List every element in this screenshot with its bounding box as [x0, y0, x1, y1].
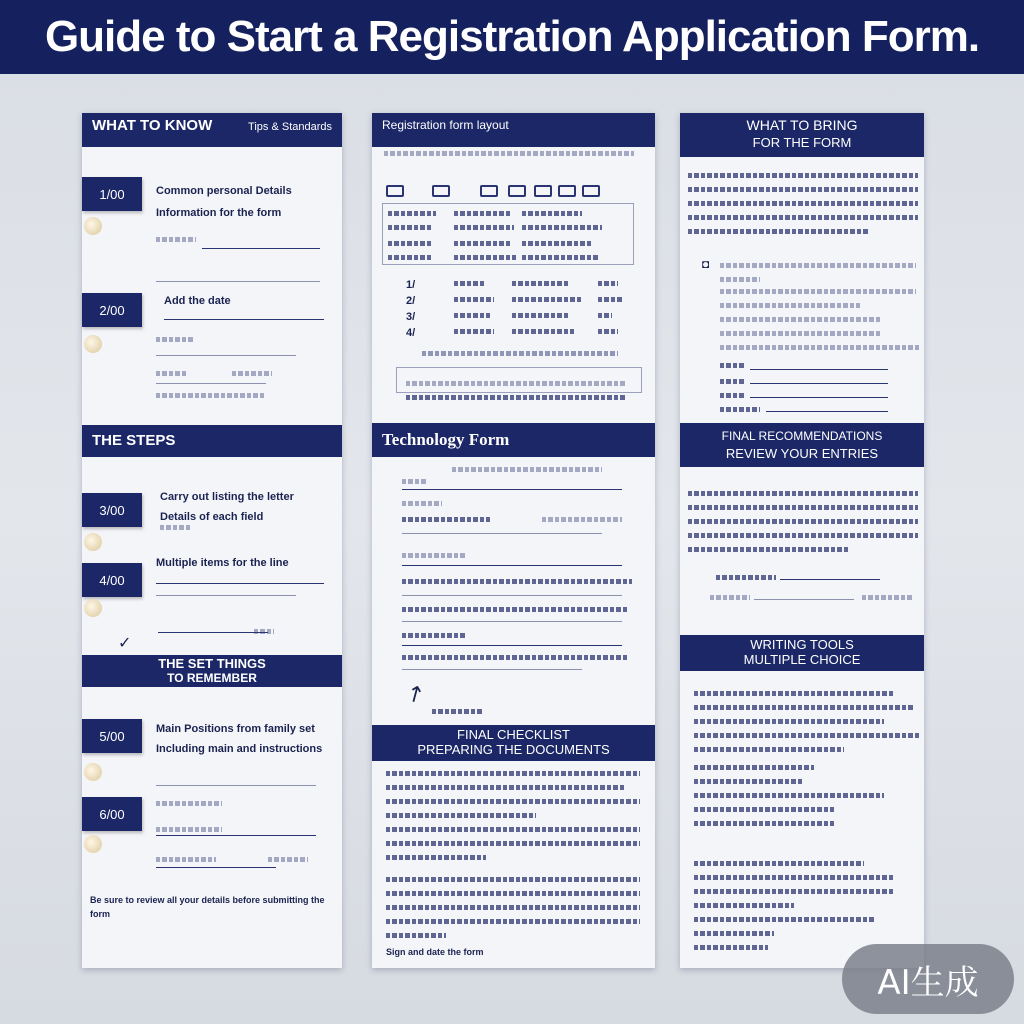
- placeholder-text: [388, 241, 432, 246]
- placeholder-text: [720, 303, 860, 308]
- check-mark-icon: ✓: [118, 635, 132, 652]
- toolbar-icon: [534, 185, 552, 197]
- placeholder-text: [402, 501, 442, 506]
- placeholder-text: [522, 241, 592, 246]
- step-number-6: 6/00: [82, 797, 142, 831]
- placeholder-text: [720, 363, 746, 368]
- page-title: Guide to Start a Registration Application Form.: [44, 12, 980, 61]
- placeholder-text: [720, 407, 760, 412]
- placeholder-text: [386, 799, 640, 804]
- arrow-icon: ↗: [400, 678, 430, 710]
- placeholder-text: [388, 225, 432, 230]
- placeholder-text: [454, 225, 514, 230]
- placeholder-text: [432, 709, 482, 714]
- col2-footer-note: Sign and date the form: [386, 947, 484, 957]
- toolbar-icon: [508, 185, 526, 197]
- col2-header-technology-form: Technology Form: [372, 423, 655, 457]
- placeholder-text: [402, 633, 466, 638]
- placeholder-text: [598, 313, 612, 318]
- col1-header-things-to-remember: THE SET THINGS TO REMEMBER: [82, 655, 342, 687]
- placeholder-text: [688, 229, 868, 234]
- placeholder-text: [720, 345, 920, 350]
- placeholder-text: [388, 255, 432, 260]
- step-5-line-2: Including main and instructions: [156, 743, 323, 755]
- form-grid: [396, 367, 642, 393]
- placeholder-text: [406, 395, 626, 400]
- placeholder-text: [512, 313, 568, 318]
- placeholder-text: [386, 813, 536, 818]
- form-line: [750, 397, 888, 398]
- form-line: [402, 645, 622, 646]
- placeholder-text: [156, 371, 186, 376]
- form-line: [402, 489, 622, 490]
- placeholder-text: [598, 281, 618, 286]
- placeholder-text: [386, 905, 640, 910]
- ai-generated-badge: AI生成: [842, 944, 1014, 1014]
- form-line: [402, 565, 622, 566]
- placeholder-text: [522, 255, 598, 260]
- table-row-label-1: 1/: [406, 279, 416, 291]
- placeholder-text: [156, 857, 216, 862]
- placeholder-text: [452, 467, 602, 472]
- placeholder-text: [694, 793, 884, 798]
- form-line: [402, 533, 602, 534]
- col3-header-what-to-bring: WHAT TO BRING FOR THE FORM: [680, 113, 924, 157]
- placeholder-text: [254, 629, 274, 634]
- placeholder-text: [402, 479, 428, 484]
- placeholder-text: [688, 201, 918, 206]
- placeholder-text: [694, 917, 874, 922]
- step-1-line-1: Common personal Details: [156, 185, 292, 197]
- placeholder-text: [454, 281, 486, 286]
- placeholder-text: [386, 855, 486, 860]
- form-line: [754, 599, 854, 600]
- placeholder-text: [694, 945, 768, 950]
- bullet-dot-icon: [84, 217, 102, 235]
- placeholder-text: [694, 747, 844, 752]
- placeholder-text: [694, 719, 884, 724]
- placeholder-text: [688, 173, 918, 178]
- table-row-label-4: 4/: [406, 327, 416, 339]
- bullet-dot-icon: [84, 835, 102, 853]
- placeholder-text: [406, 381, 626, 386]
- col2-header-form-layout: Registration form layout: [372, 113, 655, 147]
- placeholder-text: [720, 289, 916, 294]
- step-1-line-2: Information for the form: [156, 207, 282, 219]
- placeholder-text: [512, 297, 582, 302]
- placeholder-text: [388, 211, 436, 216]
- checkbox-icon: ◘: [702, 257, 710, 271]
- placeholder-text: [720, 317, 880, 322]
- form-line: [766, 411, 888, 412]
- table-row-label-3: 3/: [406, 311, 416, 323]
- placeholder-text: [268, 857, 308, 862]
- col2-header-final-checklist: FINAL CHECKLIST PREPARING THE DOCUMENTS: [372, 725, 655, 761]
- placeholder-text: [862, 595, 912, 600]
- toolbar-icon: [386, 185, 404, 197]
- placeholder-text: [688, 215, 918, 220]
- placeholder-text: [386, 827, 640, 832]
- col1-header-right: Tips & Standards: [248, 121, 332, 133]
- placeholder-text: [694, 861, 864, 866]
- placeholder-text: [384, 151, 634, 156]
- placeholder-text: [720, 277, 760, 282]
- step-number-3: 3/00: [82, 493, 142, 527]
- form-line: [158, 632, 268, 633]
- placeholder-text: [694, 733, 920, 738]
- placeholder-text: [454, 329, 494, 334]
- placeholder-text: [402, 553, 466, 558]
- placeholder-text: [688, 547, 848, 552]
- placeholder-text: [694, 691, 894, 696]
- step-3-line-2: Details of each field: [160, 511, 264, 523]
- placeholder-text: [454, 313, 490, 318]
- step-5-line-1: Main Positions from family set: [156, 723, 315, 735]
- col1-footer-note: Be sure to review all your details before submitting the form: [90, 895, 325, 919]
- placeholder-text: [694, 903, 794, 908]
- placeholder-text: [710, 595, 750, 600]
- form-line: [156, 835, 316, 836]
- toolbar-icon: [582, 185, 600, 197]
- placeholder-text: [402, 517, 490, 522]
- form-line: [156, 867, 276, 868]
- step-number-5: 5/00: [82, 719, 142, 753]
- placeholder-text: [402, 579, 632, 584]
- placeholder-text: [156, 827, 222, 832]
- placeholder-text: [542, 517, 622, 522]
- form-line: [202, 248, 320, 249]
- form-line: [156, 281, 320, 282]
- col3-header-final-recommendations: FINAL RECOMMENDATIONS REVIEW YOUR ENTRIES: [680, 423, 924, 467]
- toolbar-icon: [558, 185, 576, 197]
- form-line: [164, 319, 324, 320]
- column-right: [680, 113, 924, 968]
- form-line: [156, 583, 324, 584]
- placeholder-text: [522, 225, 602, 230]
- placeholder-text: [716, 575, 776, 580]
- column-left: [82, 113, 342, 968]
- form-line: [156, 383, 266, 384]
- step-3-line-1: Carry out listing the letter: [160, 491, 294, 503]
- placeholder-text: [386, 771, 640, 776]
- placeholder-text: [512, 329, 574, 334]
- placeholder-text: [454, 211, 510, 216]
- placeholder-text: [688, 519, 918, 524]
- placeholder-text: [422, 351, 618, 356]
- form-line: [750, 369, 888, 370]
- bullet-dot-icon: [84, 335, 102, 353]
- placeholder-text: [386, 877, 640, 882]
- placeholder-text: [694, 875, 894, 880]
- col3-header-writing-tools: WRITING TOOLS MULTIPLE CHOICE: [680, 635, 924, 671]
- placeholder-text: [386, 933, 446, 938]
- toolbar-icon: [432, 185, 450, 197]
- placeholder-text: [720, 331, 880, 336]
- placeholder-text: [694, 889, 894, 894]
- placeholder-text: [720, 263, 916, 268]
- placeholder-text: [694, 765, 814, 770]
- placeholder-text: [402, 655, 628, 660]
- form-line: [402, 595, 622, 596]
- placeholder-text: [720, 379, 746, 384]
- placeholder-text: [386, 891, 640, 896]
- bullet-dot-icon: [84, 763, 102, 781]
- placeholder-text: [156, 393, 266, 398]
- placeholder-text: [694, 705, 914, 710]
- col1-header-what-to-know: WHAT TO KNOW Tips & Standards: [82, 113, 342, 147]
- placeholder-text: [156, 337, 194, 342]
- placeholder-text: [688, 187, 918, 192]
- placeholder-text: [454, 297, 494, 302]
- form-line: [156, 355, 296, 356]
- placeholder-text: [386, 919, 640, 924]
- form-line: [156, 785, 316, 786]
- step-number-2: 2/00: [82, 293, 142, 327]
- placeholder-text: [694, 779, 804, 784]
- placeholder-text: [688, 491, 918, 496]
- toolbar-icon: [480, 185, 498, 197]
- table-row-label-2: 2/: [406, 295, 416, 307]
- step-number-1: 1/00: [82, 177, 142, 211]
- placeholder-text: [512, 281, 568, 286]
- column-middle: [372, 113, 655, 968]
- placeholder-text: [232, 371, 272, 376]
- placeholder-text: [454, 241, 510, 246]
- placeholder-text: [694, 807, 834, 812]
- placeholder-text: [598, 297, 622, 302]
- title-banner: [0, 0, 1024, 74]
- placeholder-text: [694, 821, 834, 826]
- placeholder-text: [156, 237, 196, 242]
- placeholder-text: [598, 329, 618, 334]
- form-line: [402, 621, 622, 622]
- form-line: [780, 579, 880, 580]
- placeholder-text: [688, 505, 918, 510]
- step-number-4: 4/00: [82, 563, 142, 597]
- bullet-dot-icon: [84, 599, 102, 617]
- step-2-line-1: Add the date: [164, 295, 231, 307]
- placeholder-text: [694, 931, 774, 936]
- form-line: [750, 383, 888, 384]
- placeholder-text: [402, 607, 628, 612]
- placeholder-text: [160, 525, 190, 530]
- step-4-line-1: Multiple items for the line: [156, 557, 289, 569]
- bullet-dot-icon: [84, 533, 102, 551]
- placeholder-text: [720, 393, 746, 398]
- placeholder-text: [386, 785, 626, 790]
- placeholder-text: [454, 255, 516, 260]
- form-line: [402, 669, 582, 670]
- placeholder-text: [688, 533, 918, 538]
- placeholder-text: [522, 211, 582, 216]
- placeholder-text: [156, 801, 222, 806]
- placeholder-text: [386, 841, 640, 846]
- col1-header-the-steps: THE STEPS: [82, 425, 342, 457]
- form-line: [156, 595, 296, 596]
